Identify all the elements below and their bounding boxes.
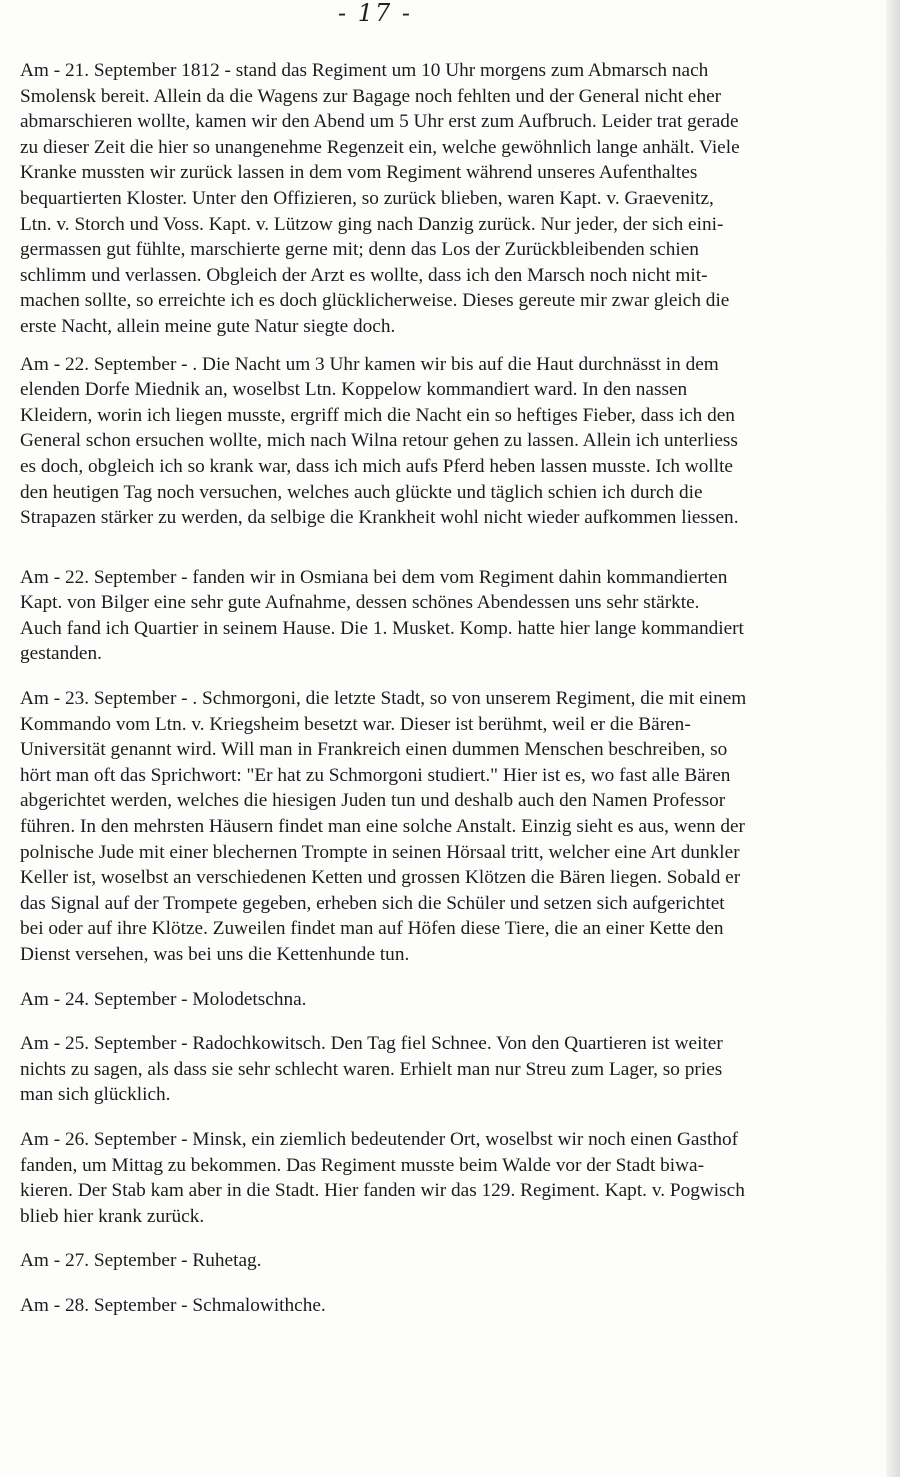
diary-entry-sep-28 <box>20 1293 886 1319</box>
document-body <box>20 58 886 1319</box>
entry-line: blieb hier krank zurück. <box>20 1205 205 1227</box>
entry-line: fanden, um Mittag zu bekommen. Das Regiment musste beim Walde vor der Stadt biwa- <box>20 1154 705 1176</box>
entry-line: das Signal auf der Trompete gegeben, erheben sich die Schüler und setzen sich aufgerichtet <box>20 892 725 914</box>
page-edge-shadow <box>886 0 900 1477</box>
entry-line: Am - 22. September - fanden wir in Osmiana bei dem vom Regiment dahin kommandierten <box>20 566 728 588</box>
entry-line: Am - 22. September - . Die Nacht um 3 Uhr kamen wir bis auf die Haut durchnässt in dem <box>20 353 719 375</box>
entry-line: schlimm und verlassen. Obgleich der Arzt es wollte, dass ich den Marsch noch nicht mit- <box>20 264 708 286</box>
entry-line: abmarschieren wollte, kamen wir den Abend um 5 Uhr erst zum Aufbruch. Leider trat gerade <box>20 111 739 133</box>
entry-line: elenden Dorfe Miednik an, woselbst Ltn. Koppelow kommandiert ward. In den nassen <box>20 379 688 401</box>
entry-line: Strapazen stärker zu werden, da selbige die Krankheit wohl nicht wieder aufkommen liessen. <box>20 507 739 529</box>
page-number: - 17 - <box>337 0 412 27</box>
entry-line: nichts zu sagen, als dass sie sehr schlecht waren. Erhielt man nur Streu zum Lager, so pries <box>20 1058 723 1080</box>
entry-line: hört man oft das Sprichwort: "Er hat zu Schmorgoni studiert." Hier ist es, wo fast alle Bären <box>20 764 731 786</box>
entry-line: Kleidern, worin ich liegen musste, ergriff mich die Nacht ein so heftiges Fieber, dass ich den <box>20 404 735 426</box>
entry-line: Dienst versehen, was bei uns die Kettenhunde tun. <box>20 944 410 965</box>
entry-line: man sich glücklich. <box>20 1084 171 1106</box>
diary-entry-sep-22-night <box>20 352 886 531</box>
entry-line: General schon ersuchen wollte, mich nach Wilna retour gehen zu lassen. Allein ich unterliess <box>20 430 738 452</box>
entry-line: Am - 28. September - Schmalowithche. <box>20 1294 326 1316</box>
entry-line: polnische Jude mit einer blechernen Trompte in seinen Hörsaal tritt, welcher eine Art dunkler <box>20 841 740 863</box>
entry-line: abgerichtet werden, welches die hiesigen Juden tun und deshalb auch den Namen Professor <box>20 790 726 812</box>
diary-entry-sep-21 <box>20 58 886 340</box>
entry-line: Ltn. v. Storch und Voss. Kapt. v. Lützow ging nach Danzig zurück. Nur jeder, der sich eini- <box>20 213 724 235</box>
entry-line: Kranke mussten wir zurück lassen in dem vom Regiment während unseres Aufenthaltes <box>20 162 698 184</box>
diary-entry-sep-24 <box>20 987 886 1013</box>
entry-line: bequartierten Kloster. Unter den Offizieren, so zurück blieben, waren Kapt. v. Graevenitz, <box>20 187 714 209</box>
entry-line: zu dieser Zeit die hier so unangenehme Regenzeit ein, welche gewöhnlich lange anhält. Viele <box>20 136 740 158</box>
entry-line: Am - 25. September - Radochkowitsch. Den Tag fiel Schnee. Von den Quartieren ist weiter <box>20 1033 723 1055</box>
diary-entry-sep-26 <box>20 1127 886 1229</box>
entry-line: Am - 23. September - . Schmorgoni, die letzte Stadt, so von unserem Regiment, die mit einem <box>20 688 747 710</box>
diary-entry-sep-23 <box>20 686 886 968</box>
entry-line: Am - 24. September - Molodetschna. <box>20 988 307 1010</box>
diary-entry-sep-25 <box>20 1031 886 1108</box>
entry-line: führen. In den mehrsten Häusern findet man eine solche Anstalt. Einzig sieht es aus, wenn der <box>20 816 745 838</box>
diary-entry-sep-27 <box>20 1248 886 1274</box>
diary-entry-sep-22-osmiana <box>20 565 886 667</box>
entry-line: Auch fand ich Quartier in seinem Hause. Die 1. Musket. Komp. hatte hier lange kommandiert <box>20 617 744 639</box>
entry-line: Am - 21. September 1812 - stand das Regiment um 10 Uhr morgens zum Abmarsch nach <box>20 60 709 81</box>
entry-line: erste Nacht, allein meine gute Natur siegte doch. <box>20 315 396 337</box>
entry-line: Keller ist, woselbst an verschiedenen Ketten und grossen Klötzen die Bären liegen. Sobald er <box>20 867 741 889</box>
entry-line: Am - 27. September - Ruhetag. <box>20 1250 262 1272</box>
entry-line: kieren. Der Stab kam aber in die Stadt. Hier fanden wir das 129. Regiment. Kapt. v. Pogwisch <box>20 1180 745 1202</box>
entry-line: Universität genannt wird. Will man in Frankreich einen dummen Menschen beschreiben, so <box>20 739 728 761</box>
entry-line: den heutigen Tag noch versuchen, welches auch glückte und täglich schien ich durch die <box>20 481 703 503</box>
entry-line: Smolensk bereit. Allein da die Wagens zur Bagage noch fehlten und der General nicht eher <box>20 85 722 107</box>
entry-line: bei oder auf ihre Klötze. Zuweilen findet man auf Höfen diese Tiere, die an einer Kette den <box>20 918 724 940</box>
entry-line: Kommando vom Ltn. v. Kriegsheim besetzt war. Dieser ist berühmt, weil er die Bären- <box>20 713 691 735</box>
entry-line: Am - 26. September - Minsk, ein ziemlich bedeutender Ort, woselbst wir noch einen Gasthof <box>20 1128 739 1150</box>
entry-line: machen sollte, so erreichte ich es doch glücklicherweise. Dieses gereute mir zwar gleich die <box>20 290 730 312</box>
entry-line: Kapt. von Bilger eine sehr gute Aufnahme, dessen schönes Abendessen uns sehr stärkte. <box>20 592 700 614</box>
entry-line: es doch, obgleich ich so krank war, dass ich mich aufs Pferd heben lassen musste. Ich wollte <box>20 455 733 477</box>
entry-line: gestanden. <box>20 643 102 665</box>
entry-line: germassen gut fühlte, marschierte gerne mit; denn das Los der Zurückbleibenden schien <box>20 239 699 261</box>
